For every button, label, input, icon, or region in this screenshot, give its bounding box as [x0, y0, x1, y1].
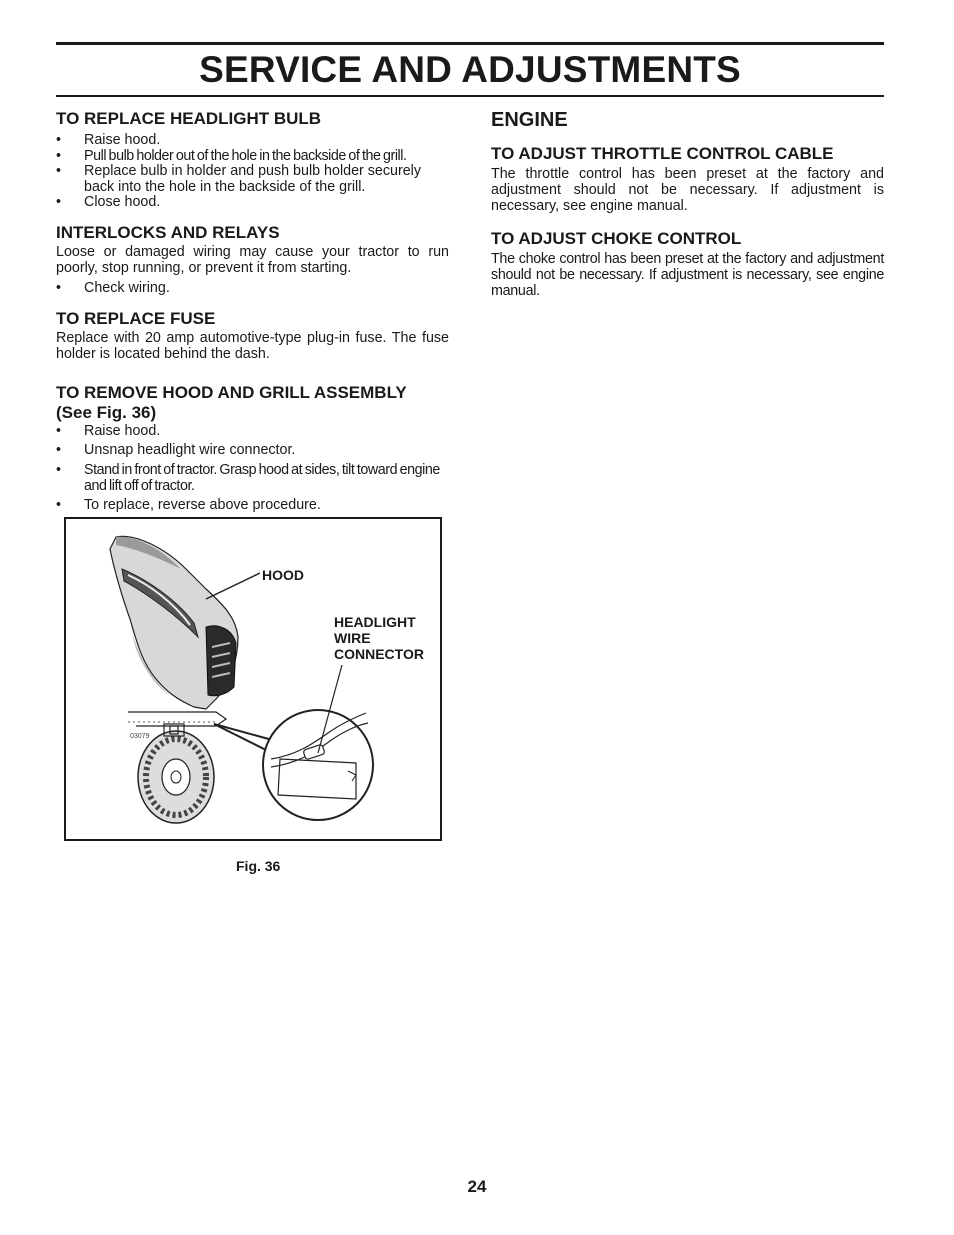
- headlight-steps-list: [56, 133, 449, 211]
- front-wheel: [138, 731, 214, 823]
- heading-adjust-choke: TO ADJUST CHOKE CONTROL: [491, 229, 742, 249]
- hood-leader-line: [206, 573, 260, 599]
- heading-replace-headlight-bulb: TO REPLACE HEADLIGHT BULB: [56, 109, 322, 128]
- interlocks-paragraph: Loose or damaged wiring may cause your tractor to run poorly, stop running, or prevent it from starting.: [56, 243, 449, 276]
- list-item: • Stand in front of tractor. Grasp hood at sides, tilt toward engine and lift off of tractor.: [56, 461, 440, 494]
- connector-detail-circle: [263, 710, 373, 820]
- page-number: 24: [467, 1177, 487, 1196]
- heading-adjust-throttle: TO ADJUST THROTTLE CONTROL CABLE: [491, 144, 834, 163]
- choke-paragraph: The choke control has been preset at the factory and adjustment should not be necessary. If adjustment is necessary, see engine manual.: [491, 251, 884, 299]
- list-item: • Close hood.: [56, 194, 161, 211]
- label-headlight-wire-connector: HEADLIGHT WIRE CONNECTOR: [334, 614, 424, 662]
- title-underline: [56, 95, 884, 97]
- figure-36-frame: [64, 517, 442, 841]
- tractor-hood-illustration: [66, 519, 440, 839]
- section-remove-hood-grill: [56, 383, 449, 514]
- throttle-paragraph: The throttle control has been preset at the factory and adjustment should not be necessary. If adjustment is necessary, see engine manual.: [491, 166, 884, 214]
- section-replace-fuse: [56, 309, 449, 363]
- list-item: • Raise hood.: [56, 132, 161, 148]
- list-item: • To replace, reverse above procedure.: [56, 497, 321, 514]
- heading-interlocks-relays: INTERLOCKS AND RELAYS: [56, 222, 280, 242]
- figure-part-number: 03079: [130, 733, 150, 740]
- heading-remove-hood-grill: TO REMOVE HOOD AND GRILL ASSEMBLY: [56, 382, 407, 402]
- section-interlocks-relays: [56, 223, 449, 296]
- page-title: SERVICE AND ADJUSTMENTS: [199, 49, 741, 90]
- hood-steps-list: [56, 424, 449, 514]
- top-rule: [56, 42, 884, 45]
- label-hood: HOOD: [262, 567, 304, 583]
- left-column: [56, 108, 449, 514]
- fuse-paragraph: Replace with 20 amp automotive-type plug-in fuse. The fuse holder is located behind the dash.: [56, 330, 449, 362]
- heading-replace-fuse: TO REPLACE FUSE: [56, 309, 216, 329]
- list-item: • Replace bulb in holder and push bulb holder securely back into the hole in the backside of the grill.: [56, 163, 421, 195]
- hood-shape: [110, 536, 238, 709]
- subheading-see-fig-36: (See Fig. 36): [56, 402, 157, 422]
- interlocks-list: [56, 281, 449, 297]
- list-item: • Check wiring.: [56, 279, 170, 296]
- list-item: • Unsnap headlight wire connector.: [56, 442, 296, 459]
- heading-engine: ENGINE: [491, 109, 568, 131]
- section-adjust-throttle: [491, 144, 884, 214]
- right-column: [491, 108, 884, 300]
- figure-caption: Fig. 36: [236, 858, 281, 874]
- list-item: • Raise hood.: [56, 422, 161, 439]
- section-replace-headlight-bulb: [56, 109, 449, 211]
- list-item: • Pull bulb holder out of the hole in the backside of the grill.: [56, 147, 407, 164]
- section-adjust-choke: [491, 229, 884, 299]
